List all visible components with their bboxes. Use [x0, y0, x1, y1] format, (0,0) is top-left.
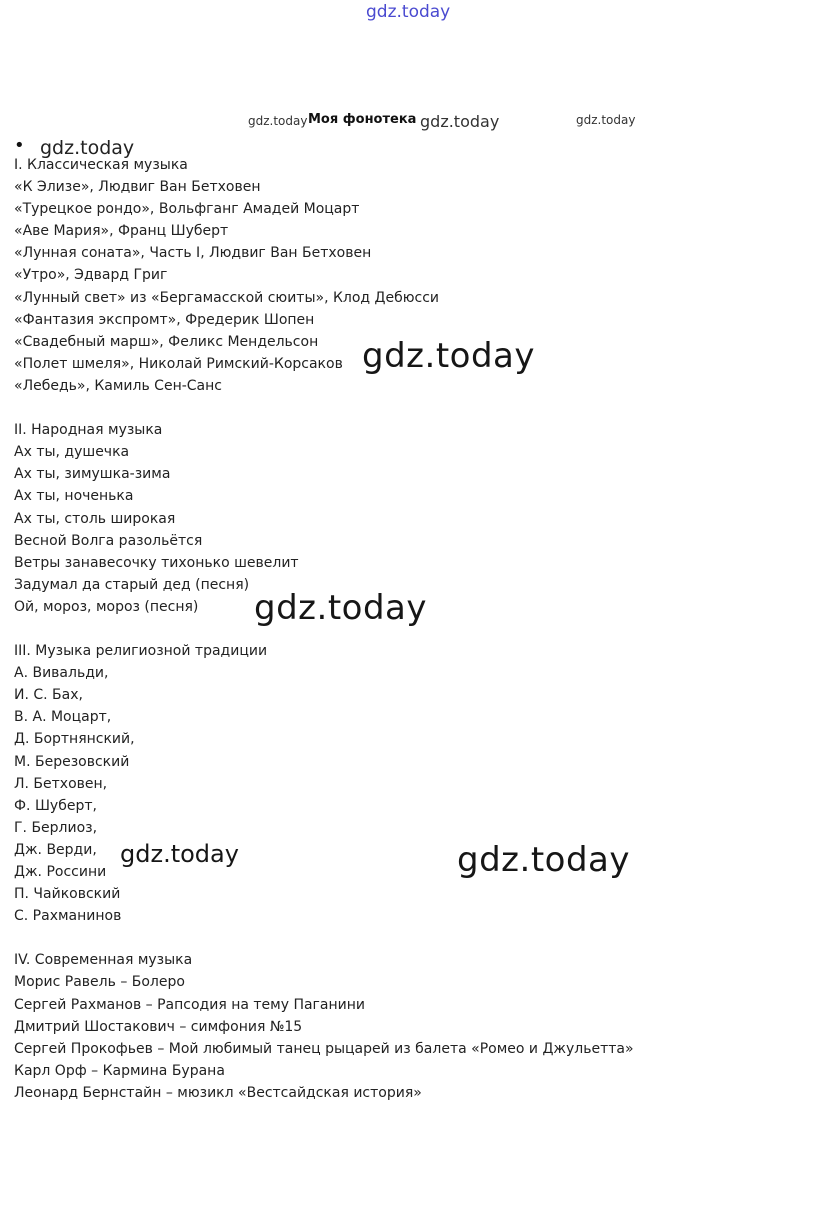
list-item: Карл Орф – Кармина Бурана — [14, 1062, 225, 1079]
list-item: Ах ты, столь широкая — [14, 510, 176, 527]
list-item: «Свадебный марш», Феликс Мендельсон — [14, 333, 319, 350]
list-item: «Аве Мария», Франц Шуберт — [14, 223, 229, 240]
list-item: Дж. Россини — [14, 864, 107, 880]
page-title: Моя фонотека — [308, 112, 417, 127]
watermark-lower-left: gdz.today — [120, 840, 239, 868]
watermark-lower-right: gdz.today — [457, 840, 630, 880]
watermark-title-far-right: gdz.today — [576, 113, 636, 127]
list-item: «Полет шмеля», Николай Римский-Корсаков — [14, 355, 343, 372]
list-item: И. С. Бах, — [14, 687, 83, 704]
list-item: Леонард Бернстайн – мюзикл «Вестсайдская история» — [14, 1084, 422, 1101]
list-item: П. Чайковский — [14, 886, 121, 903]
list-item: «Утро», Эдвард Григ — [14, 267, 168, 284]
section — [14, 949, 774, 1104]
list-item: Ах ты, душечка — [14, 444, 130, 461]
list-item: Ах ты, зимушка-зима — [14, 466, 171, 483]
list-item: Дж. Верди, — [14, 841, 97, 858]
list-item: М. Березовский — [14, 753, 130, 770]
list-item: В. А. Моцарт, — [14, 709, 112, 726]
list-item: Г. Берлиоз, — [14, 819, 98, 836]
list-item: Сергей Прокофьев – Мой любимый танец рыцарей из балета «Ромео и Джульетта» — [14, 1040, 634, 1057]
list-item: Весной Волга разольётся — [14, 532, 203, 549]
section-heading: IV. Современная музыка — [14, 952, 193, 969]
watermark-mid2: gdz.today — [254, 588, 427, 628]
document-body — [14, 154, 774, 1126]
list-item: «К Элизе», Людвиг Ван Бетховен — [14, 179, 261, 196]
section-heading: III. Музыка религиозной традиции — [14, 643, 268, 660]
list-item: Ой, мороз, мороз (песня) — [14, 598, 199, 615]
list-item: А. Вивальди, — [14, 665, 109, 682]
list-item: Задумал да старый дед (песня) — [14, 576, 250, 593]
bullet-marker: • — [14, 135, 25, 156]
list-item: «Лунная соната», Часть I, Людвиг Ван Бетховен — [14, 245, 372, 262]
watermark-mid1: gdz.today — [362, 336, 535, 376]
watermark-bullet: gdz.today — [40, 137, 135, 159]
list-item: «Турецкое рондо», Вольфганг Амадей Моцарт — [14, 201, 360, 218]
section — [14, 640, 774, 927]
list-item: Дмитрий Шостакович – симфония №15 — [14, 1018, 303, 1035]
list-item: Ах ты, ноченька — [14, 488, 134, 505]
section-heading: I. Классическая музыка — [14, 157, 188, 173]
list-item: С. Рахманинов — [14, 908, 122, 925]
list-item: Д. Бортнянский, — [14, 731, 135, 748]
watermark-title-left: gdz.today — [248, 114, 308, 128]
list-item: Ф. Шуберт, — [14, 797, 97, 814]
list-item: «Лебедь», Камиль Сен-Санс — [14, 377, 222, 394]
list-item: «Фантазия экспромт», Фредерик Шопен — [14, 311, 315, 328]
list-item: Ветры занавесочку тихонько шевелит — [14, 554, 299, 571]
list-item: Л. Бетховен, — [14, 775, 108, 792]
watermark-title-right: gdz.today — [420, 112, 500, 131]
watermark-top: gdz.today — [366, 2, 451, 22]
list-item: Морис Равель – Болеро — [14, 974, 185, 991]
list-item: «Лунный свет» из «Бергамасской сюиты», Клод Дебюсси — [14, 289, 440, 306]
list-item: Сергей Рахманов – Рапсодия на тему Паганини — [14, 996, 365, 1013]
section-heading: II. Народная музыка — [14, 422, 163, 439]
